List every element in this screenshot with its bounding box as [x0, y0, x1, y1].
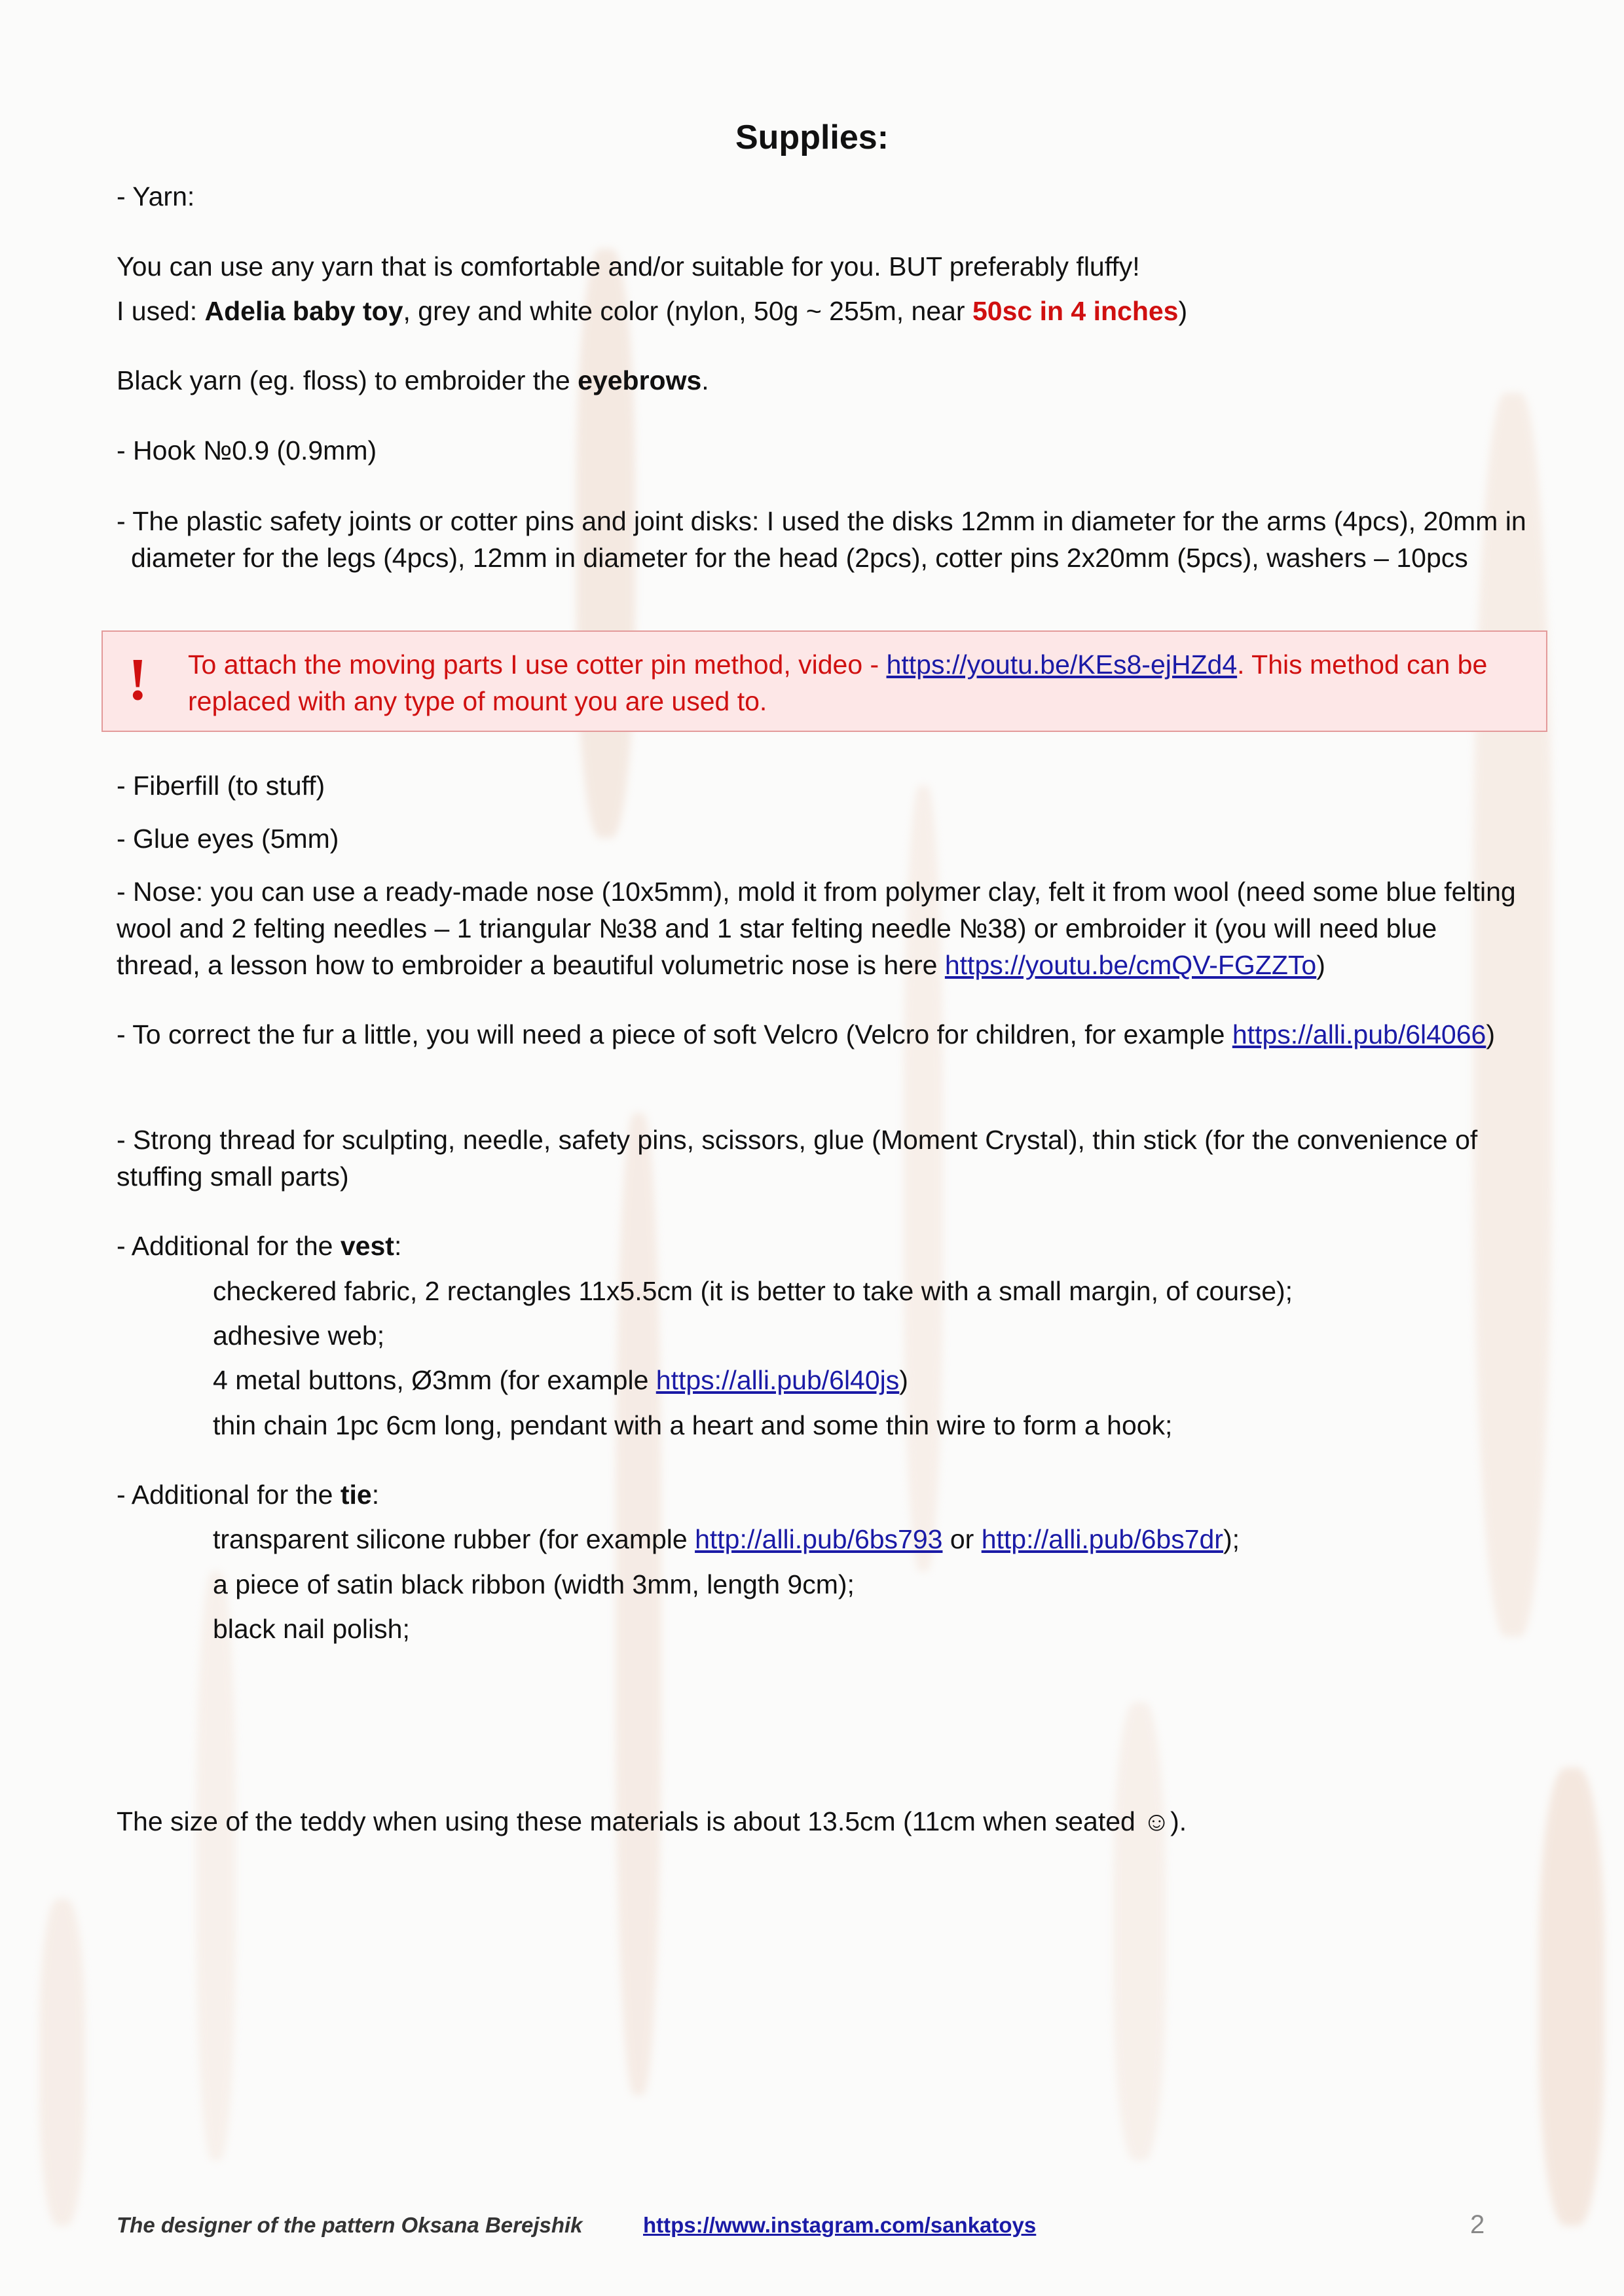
tie-rubber-end: ); — [1223, 1524, 1240, 1554]
tie-rubber-text: transparent silicone rubber (for example — [213, 1524, 695, 1554]
yarn-line-1: You can use any yarn that is comfortable and/or suitable for you. BUT preferably fluffy! — [117, 251, 1140, 282]
hook-line: - Hook №0.9 (0.9mm) — [117, 435, 377, 465]
footer-designer: The designer of the pattern Oksana Berejshik — [117, 2213, 583, 2237]
exclamation-icon: ! — [128, 646, 148, 712]
joints-paragraph: - The plastic safety joints or cotter pins and joint disks: I used the disks 12mm in diameter for the arms (4pcs), 20mm in diameter for the legs (4pcs), 12mm in diameter for the head (2pcs), cotter pins 2x20mm (5pcs), washers – 10pcs — [117, 506, 1526, 573]
page-title: Supplies: — [735, 118, 889, 156]
tie-bold: tie — [340, 1480, 372, 1510]
tie-heading — [117, 1476, 1518, 1513]
warning-text — [188, 646, 1537, 720]
vest-item-buttons — [213, 1362, 1516, 1398]
yarn-heading: - Yarn: — [117, 181, 195, 211]
tie-item-rubber — [213, 1521, 1516, 1558]
vest-buttons-end: ) — [899, 1365, 908, 1395]
black-yarn-text: Black yarn (eg. floss) to embroider the — [117, 365, 578, 395]
rubber-link-1[interactable]: http://alli.pub/6bs793 — [695, 1524, 943, 1554]
yarn-line-2-middle: , grey and white color (nylon, 50g ~ 255m, near — [403, 296, 972, 326]
warning-box — [101, 630, 1547, 732]
cotter-pin-video-link[interactable]: https://youtu.be/KEs8-ejHZd4 — [886, 649, 1238, 680]
vest-bold: vest — [340, 1231, 394, 1261]
eyebrows-bold: eyebrows — [578, 365, 702, 395]
tie-heading-prefix: - Additional for the — [117, 1480, 341, 1510]
warning-text-b: . This method can be replaced with any type of mount you are used to. — [188, 649, 1488, 716]
warning-text-a: To attach the moving parts I use cotter pin method, video - — [188, 649, 887, 680]
tie-heading-colon: : — [371, 1480, 380, 1510]
nose-text-end: ) — [1316, 950, 1325, 980]
black-yarn-line — [117, 362, 1518, 399]
yarn-line-2-suffix: ) — [1178, 296, 1188, 326]
yarn-brand: Adelia baby toy — [204, 296, 403, 326]
gauge-highlight: 50sc in 4 inches — [972, 296, 1179, 326]
velcro-text-end: ) — [1486, 1019, 1495, 1049]
thread-paragraph: - Strong thread for sculpting, needle, safety pins, scissors, glue (Moment Crystal), thin stick (for the convenience of stuffing small parts) — [117, 1125, 1478, 1192]
instagram-link[interactable]: https://www.instagram.com/sankatoys — [643, 2213, 1037, 2237]
rubber-link-2[interactable]: http://alli.pub/6bs7dr — [981, 1524, 1223, 1554]
nose-lesson-link[interactable]: https://youtu.be/cmQV-FGZZTo — [944, 950, 1317, 980]
vest-item-chain: thin chain 1pc 6cm long, pendant with a heart and some thin wire to form a hook; — [213, 1410, 1173, 1440]
tie-item-ribbon: a piece of satin black ribbon (width 3mm, length 9cm); — [213, 1569, 855, 1599]
buttons-link[interactable]: https://alli.pub/6l40js — [655, 1365, 900, 1395]
vest-heading-colon: : — [394, 1231, 402, 1261]
velcro-text: - To correct the fur a little, you will need a piece of soft Velcro (Velcro for children, for example — [117, 1019, 1232, 1049]
tie-item-polish: black nail polish; — [213, 1614, 410, 1644]
yarn-line-2-prefix: I used: — [117, 296, 205, 326]
vest-heading-prefix: - Additional for the — [117, 1231, 341, 1261]
nose-text: - Nose: you can use a ready-made nose (10x5mm), mold it from polymer clay, felt it from wool (need some blue felting wool and 2 felting needles – 1 triangular №38 and 1 star felting needle №38) or embroider it (you will need blue thread, a lesson how to embroider a beautiful volumetric nose is here — [117, 877, 1516, 980]
velcro-link[interactable]: https://alli.pub/6l4066 — [1232, 1019, 1486, 1049]
yarn-line-2 — [117, 293, 1518, 329]
fiberfill-line: - Fiberfill (to stuff) — [117, 771, 325, 801]
eyes-line: - Glue eyes (5mm) — [117, 824, 339, 854]
vest-buttons-text: 4 metal buttons, Ø3mm (for example — [213, 1365, 656, 1395]
vest-item-web: adhesive web; — [213, 1321, 385, 1351]
tie-rubber-or: or — [942, 1524, 982, 1554]
vest-heading — [117, 1228, 1518, 1264]
teddy-size-line: The size of the teddy when using these materials is about 13.5cm (11cm when seated ☺). — [117, 1806, 1187, 1836]
nose-paragraph — [117, 873, 1518, 983]
black-yarn-period: . — [701, 365, 709, 395]
vest-item-fabric: checkered fabric, 2 rectangles 11x5.5cm (it is better to take with a small margin, of course); — [213, 1276, 1293, 1306]
velcro-paragraph — [117, 1016, 1518, 1053]
page-number: 2 — [1470, 2210, 1485, 2239]
